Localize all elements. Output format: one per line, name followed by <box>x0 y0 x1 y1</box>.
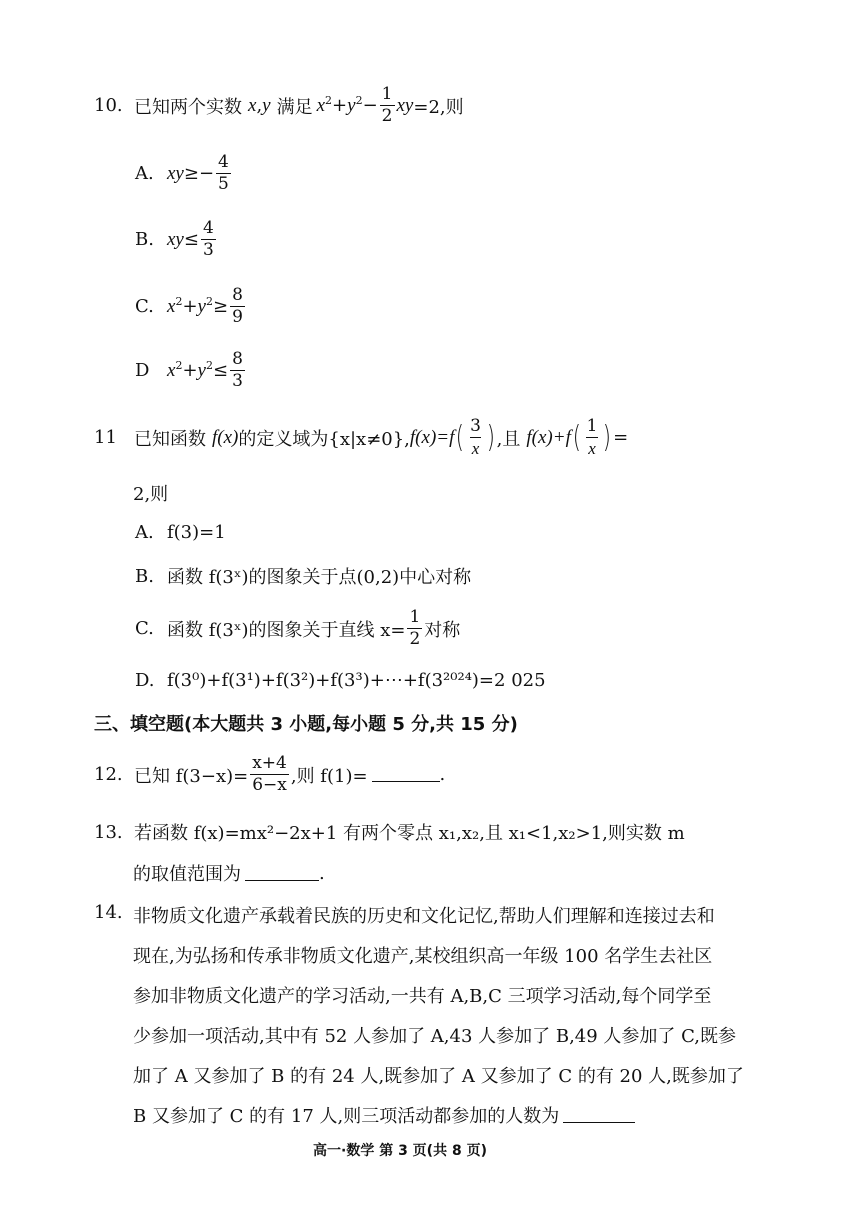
q13-line1 <box>94 819 685 845</box>
q14-line: B 又参加了 C 的有 17 人,则三项活动都参加的人数为 <box>133 1106 560 1127</box>
q11-option-d <box>135 670 546 691</box>
option-label: A. <box>135 163 154 184</box>
q10-eq-tail: =2,则 <box>413 96 464 118</box>
q12-end: . <box>439 764 446 785</box>
q12-fraction: $\frac{x+4}{6-x}$ <box>252 753 287 795</box>
option-text: 函数 f(3ˣ)的图象关于点(0,2)中心对称 <box>167 567 472 588</box>
option-relation: ≤ <box>183 229 199 250</box>
q13-text-2: 的取值范围为 <box>133 864 241 885</box>
option-label: B. <box>135 229 154 250</box>
q14-last-line <box>133 1102 635 1128</box>
q14-line: 加了 A 又参加了 B 的有 24 人,既参加了 A 又参加了 C 的有 20 人,既参加了 <box>133 1066 744 1087</box>
option-label: C. <box>135 296 154 317</box>
option-label: B. <box>135 565 154 587</box>
q10-text-a: 已知两个实数 <box>134 96 242 118</box>
q14-line: 少参加一项活动,其中有 52 人参加了 A,43 人参加了 B,49 人参加了 C,既参 <box>133 1026 737 1047</box>
q11-stem: 11 已知函数 f(x) 的定义域为{x|x≠0}, f(x)=f ( $\frac{3}{x}$ ) ,且 f(x)+f ( $\frac{1}{x}$ ) = <box>94 416 629 458</box>
var-x: x <box>248 94 257 116</box>
q10-text-b: 满足 <box>276 96 313 118</box>
option-fraction: $\frac{4}{5}$ <box>218 152 229 194</box>
q11-option-c <box>135 609 460 648</box>
option-relation: ≥ <box>212 296 229 317</box>
q10-xy: xy <box>396 94 414 116</box>
q10-comma: , <box>256 95 263 116</box>
option-relation: ≥− <box>183 163 215 184</box>
option-text-tail: 对称 <box>424 619 461 641</box>
option-label: A. <box>135 522 154 543</box>
option-lhs: xy <box>167 228 184 250</box>
q13-line2 <box>133 860 325 886</box>
answer-blank[interactable] <box>372 767 440 782</box>
q11-eq1-fraction: $\frac{3}{x}$ <box>470 416 481 458</box>
q11-eq2-fraction: $\frac{1}{x}$ <box>586 416 598 458</box>
option-label: C. <box>135 618 154 639</box>
q12-text-b: ,则 f(1)= <box>290 765 368 787</box>
option-fraction: $\frac{8}{3}$ <box>232 349 243 391</box>
q11-eq1: f(x)=f <box>409 426 455 448</box>
page-footer: 高一·数学 第 3 页(共 8 页) <box>313 1143 487 1159</box>
option-label: D <box>135 360 150 381</box>
q11-fx: f(x) <box>212 426 239 448</box>
q12-number: 12. <box>94 764 123 785</box>
q14-number: 14. <box>94 902 123 923</box>
q14-line: 现在,为弘扬和传承非物质文化遗产,某校组织高一年级 100 名学生去社区 <box>133 946 713 967</box>
var-y: y <box>262 94 271 116</box>
q12 <box>94 755 445 794</box>
q11-option-b <box>135 563 471 589</box>
q14-line: 非物质文化遗产承载着民族的历史和文化记忆,帮助人们理解和连接过去和 <box>133 906 715 927</box>
option-fraction: $\frac{1}{2}$ <box>409 607 421 649</box>
option-text: f(3⁰)+f(3¹)+f(3²)+f(3³)+⋯+f(3²⁰²⁴)=2 025 <box>167 670 546 691</box>
q11-text-b: 的定义域为{x|x≠0}, <box>238 428 410 450</box>
answer-blank[interactable] <box>245 866 319 881</box>
q10-option-d <box>135 351 247 390</box>
q11-mid: ,且 <box>496 428 521 450</box>
option-label: D. <box>135 670 155 691</box>
q11-number: 11 <box>94 427 117 448</box>
q10-stem <box>94 86 464 125</box>
q10-equation: $x^2+y^2-$ <box>316 93 378 116</box>
option-lhs: $x^2+y^2$ <box>167 358 213 381</box>
q11-eq2-tail: = <box>613 427 629 448</box>
q11-line2: 2,则 <box>133 484 169 505</box>
q10-option-a <box>135 154 233 193</box>
option-fraction: $\frac{8}{9}$ <box>232 285 243 327</box>
q13-end: . <box>319 862 325 884</box>
q13-text: 若函数 f(x)=mx²−2x+1 有两个零点 x₁,x₂,且 x₁<1,x₂>1,则实数 m <box>134 823 685 844</box>
q10-fraction: $\frac{1}{2}$ <box>381 84 393 126</box>
option-text: f(3)=1 <box>167 522 226 543</box>
q11-text-a: 已知函数 <box>134 428 206 450</box>
q10-option-c <box>135 287 247 326</box>
option-lhs: $x^2+y^2$ <box>167 294 213 317</box>
q11-option-a <box>135 522 226 543</box>
option-text: 函数 f(3ˣ)的图象关于直线 x= <box>167 619 406 641</box>
section-heading: 三、填空题(本大题共 3 小题,每小题 5 分,共 15 分) <box>94 714 518 735</box>
q10-number: 10. <box>94 95 123 116</box>
q12-text-a: 已知 f(3−x)= <box>134 765 249 787</box>
option-lhs: xy <box>167 162 184 184</box>
q11-eq2: f(x)+f <box>526 426 571 448</box>
option-relation: ≤ <box>212 360 229 381</box>
q10-option-b <box>135 220 218 259</box>
q13-number: 13. <box>94 821 123 843</box>
q14-line: 参加非物质文化遗产的学习活动,一共有 A,B,C 三项学习活动,每个同学至 <box>133 986 712 1007</box>
option-fraction: $\frac{4}{3}$ <box>202 218 214 260</box>
answer-blank[interactable] <box>563 1108 635 1123</box>
